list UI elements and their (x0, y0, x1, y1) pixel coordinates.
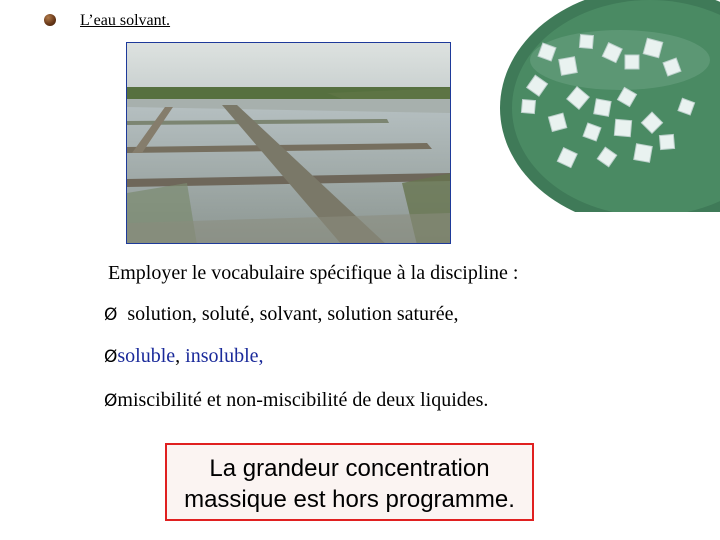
term-insoluble: insoluble, (185, 345, 264, 367)
list-item-solubility (104, 345, 264, 368)
intro-text: Employer le vocabulaire spécifique à la discipline : (108, 262, 519, 284)
term-separator: , (175, 345, 186, 367)
notice-line-1: La grandeur concentration (209, 455, 490, 482)
out-of-scope-notice (165, 443, 534, 521)
list-item-text-3: miscibilité et non-miscibilité de deux liquides. (117, 389, 489, 411)
salt-crystals-photo (500, 0, 720, 212)
term-soluble: soluble (117, 345, 176, 367)
salt-marsh-photo (126, 42, 451, 244)
salt-marsh-illustration (127, 43, 451, 244)
notice-line-2: massique est hors programme. (184, 486, 515, 513)
slide-heading: L’eau solvant. (80, 12, 171, 29)
salt-crystals-illustration (500, 0, 720, 212)
arrowhead-bullet-icon: Ø (104, 305, 118, 325)
brown-ball-bullet-icon (44, 14, 56, 26)
list-item-miscibility (104, 389, 488, 412)
list-item-vocabulary (104, 303, 458, 326)
arrowhead-bullet-icon: Ø (104, 347, 118, 367)
arrowhead-bullet-icon: Ø (104, 391, 118, 411)
list-item-text-1: solution, soluté, solvant, solution saturée, (127, 303, 459, 325)
